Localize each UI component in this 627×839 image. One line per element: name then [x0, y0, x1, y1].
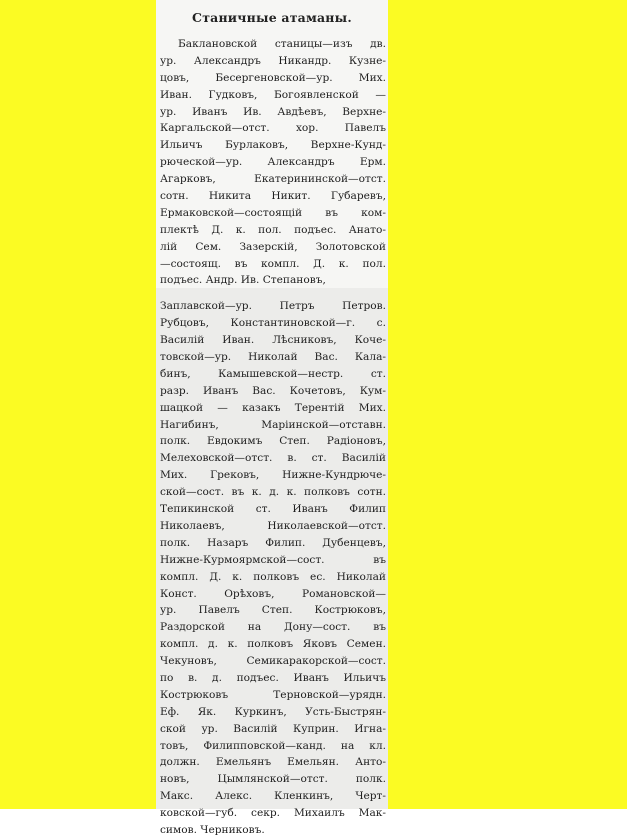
text-line: Нагибинъ, Маріинской—отставн. — [160, 418, 386, 431]
text-line: Конст. Орѣховъ, Романовской— — [160, 587, 386, 600]
clipping-gap — [160, 289, 386, 298]
text-line: Иван. Гудковъ, Богоявленской — — [160, 88, 386, 101]
text-line: цовъ, Бесергеновской—ур. Мих. — [160, 71, 386, 84]
text-line: Николаевъ, Николаевской—отст. — [160, 519, 386, 532]
text-line: сотн. Никита Никит. Губаревъ, — [160, 190, 386, 203]
text-line: —состоящ. въ компл. Д. к. пол. — [160, 257, 386, 270]
text-line: Ильичъ Бурлаковъ, Верхне-Кунд- — [160, 139, 386, 152]
text-line: шацкой — казакъ Терентій Мих. — [160, 401, 386, 414]
text-line: Баклановской станицы—изъ дв. — [178, 38, 386, 50]
background-right — [388, 0, 627, 809]
text-line: Раздорской на Дону—сост. въ — [160, 621, 386, 634]
text-line: симов. Черниковъ. — [160, 823, 265, 836]
text-line: Заплавской—ур. Петръ Петров. — [160, 300, 386, 313]
text-line: новъ, Цымлянской—отст. полк. — [160, 773, 386, 786]
text-line: Василій Иван. Лѣсниковъ, Коче- — [160, 334, 386, 347]
section-heading: Станичные атаманы. — [192, 10, 352, 25]
text-line: разр. Иванъ Вас. Кочетовъ, Кум- — [160, 384, 386, 397]
text-line: ур. Иванъ Ив. Авдѣевъ, Верхне- — [160, 105, 386, 118]
text-line: полк. Евдокимъ Степ. Радіоновъ, — [160, 435, 386, 448]
text-line: компл. д. к. полковъ Яковъ Семен. — [160, 638, 386, 651]
text-line: компл. Д. к. полковъ ес. Николай — [160, 570, 386, 583]
text-line: бинъ, Камышевской—нестр. ст. — [160, 367, 386, 380]
text-line: Тепикинской ст. Иванъ Филип — [160, 503, 386, 516]
text-line: плектѣ Д. к. пол. подъес. Анато- — [160, 223, 386, 236]
text-line: по в. д. подъес. Иванъ Ильичъ — [160, 671, 386, 684]
text-line: Мелеховской—отст. в. ст. Василій — [160, 452, 386, 465]
text-line: Каргальской—отст. хор. Павелъ — [160, 122, 386, 135]
text-line: ковской—губ. секр. Михаилъ Мак- — [160, 807, 386, 820]
text-line: товъ, Филипповской—канд. на кл. — [160, 739, 386, 752]
text-line: Агарковъ, Екатерининской—отст. — [160, 173, 386, 186]
text-column — [160, 36, 386, 839]
text-line: полк. Назаръ Филип. Дубенцевъ, — [160, 536, 386, 549]
text-line: Нижне-Курмоярмской—сост. въ — [160, 553, 386, 566]
text-line: ской—сост. въ к. д. к. полковъ сотн. — [160, 486, 386, 499]
text-line: лій Сем. Зазерскій, Золотовской — [160, 240, 386, 253]
text-line: Ермаковской—состоящій въ ком- — [160, 206, 386, 219]
text-line: Макс. Алекс. Кленкинъ, Черт- — [160, 790, 386, 803]
text-line: подъес. Андр. Ив. Степановъ, — [160, 274, 326, 287]
text-line: ской ур. Василій Куприн. Игна- — [160, 722, 386, 735]
text-line: товской—ур. Николай Вас. Кала- — [160, 351, 386, 364]
text-line: рюческой—ур. Александръ Ерм. — [160, 156, 386, 169]
newspaper-clipping — [156, 0, 388, 836]
text-line: Мих. Грековъ, Нижне-Кундрюче- — [160, 469, 386, 482]
text-line: Рубцовъ, Константиновской—г. с. — [160, 317, 386, 330]
text-line: должн. Емельянъ Емельян. Анто- — [160, 756, 386, 769]
background-left — [0, 0, 156, 809]
text-line: ур. Павелъ Степ. Кострюковъ, — [160, 604, 386, 617]
text-line: Еф. Як. Куркинъ, Усть-Быстрян- — [160, 705, 386, 718]
text-line: Кострюковъ Терновской—урядн. — [160, 688, 386, 701]
text-line: ур. Александръ Никандр. Кузне- — [160, 54, 386, 67]
text-line: Чекуновъ, Семикаракорской—сост. — [160, 655, 386, 668]
